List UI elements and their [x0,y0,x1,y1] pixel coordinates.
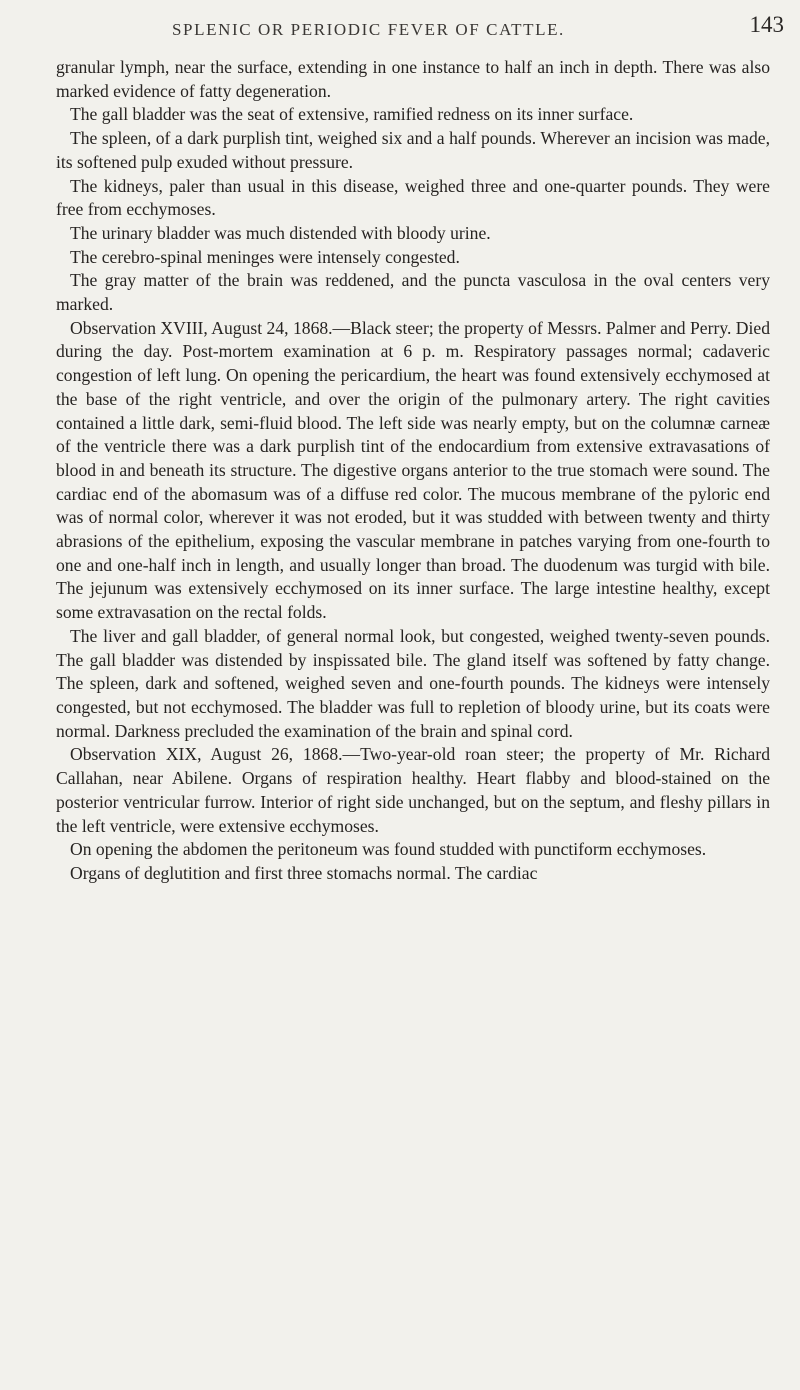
running-head: SPLENIC OR PERIODIC FEVER OF CATTLE. [172,20,565,39]
paragraph-deglutition: Organs of deglutition and first three stomachs normal. The cardiac [70,862,538,883]
paragraph-gall-bladder: The gall bladder was the seat of extensive, ramified redness on its inner surface. [70,104,634,125]
paragraph-liver: The liver and gall bladder, of general normal look, but congested, weighed twenty-seven pounds. The gall bladder was distended by inspissated bile. The gland itself was softened by fatty change. The spleen, dark and softened, weighed seven and one-fourth pounds. The kidneys were intensely congested, but not ecchymosed. The bladder was full to repletion of bloody urine, but its coats were normal. Darkness precluded the examination of the brain and spinal cord. [56,625,770,741]
body-text [56,56,770,886]
paragraph-meninges: The cerebro-spinal meninges were intensely congested. [70,246,460,267]
paragraph-granular-lymph: granular lymph, near the surface, extending in one instance to half an inch in depth. There was also marked evidence of fatty degeneration. [56,57,770,101]
page-number: 143 [749,12,784,37]
paragraph-brain: The gray matter of the brain was reddened, and the puncta vasculosa in the oval centers very marked. [56,270,770,315]
paragraph-urinary-bladder: The urinary bladder was much distended with bloody urine. [70,222,491,243]
page-header [44,12,784,46]
paragraph-observation-xix: Observation XIX, August 26, 1868.—Two-year-old roan steer; the property of Mr. Richard Callahan, near Abilene. Organs of respiration healthy. Heart flabby and blood-stained on the posterior ventricular furrow. Interior of right side unchanged, but on the septum, and fleshy pillars in the left ventricle, were extensive ecchymoses. [56,744,770,836]
paragraph-observation-xviii: Observation XVIII, August 24, 1868.—Black steer; the property of Messrs. Palmer and Perry. Died during the day. Post-mortem examination at 6 p. m. Respiratory passages normal; cadaveric congestion of left lung. On opening the pericardium, the heart was found extensively ecchymosed at the base of the right ventricle, and over the origin of the pulmonary artery. The right cavities contained a little dark, semi-fluid blood. The left side was nearly empty, but on the columnæ carneæ of the ventricle there was a dark purplish tint of the endocardium from extensive extravasations of blood in and beneath its structure. The digestive organs anterior to the true stomach were sound. The cardiac end of the abomasum was of a diffuse red color. The mucous membrane of the pyloric end was of normal color, wherever it was not eroded, but it was studded with between twenty and thirty abrasions of the epithelium, exposing the vascular membrane in patches varying from one-fourth to one and one-half inch in length, and usually longer than broad. The duodenum was turgid with bile. The jejunum was extensively ecchymosed on its inner surface. The large intestine healthy, except some extravasation on the rectal folds. [56,317,770,623]
paragraph-kidneys: The kidneys, paler than usual in this disease, weighed three and one-quarter pounds. They were free from ecchymoses. [56,175,770,220]
paragraph-abdomen: On opening the abdomen the peritoneum was found studded with punctiform ecchymoses. [70,839,707,860]
paragraph-spleen: The spleen, of a dark purplish tint, weighed six and a half pounds. Wherever an incision was made, its softened pulp exuded without pressure. [56,128,770,172]
